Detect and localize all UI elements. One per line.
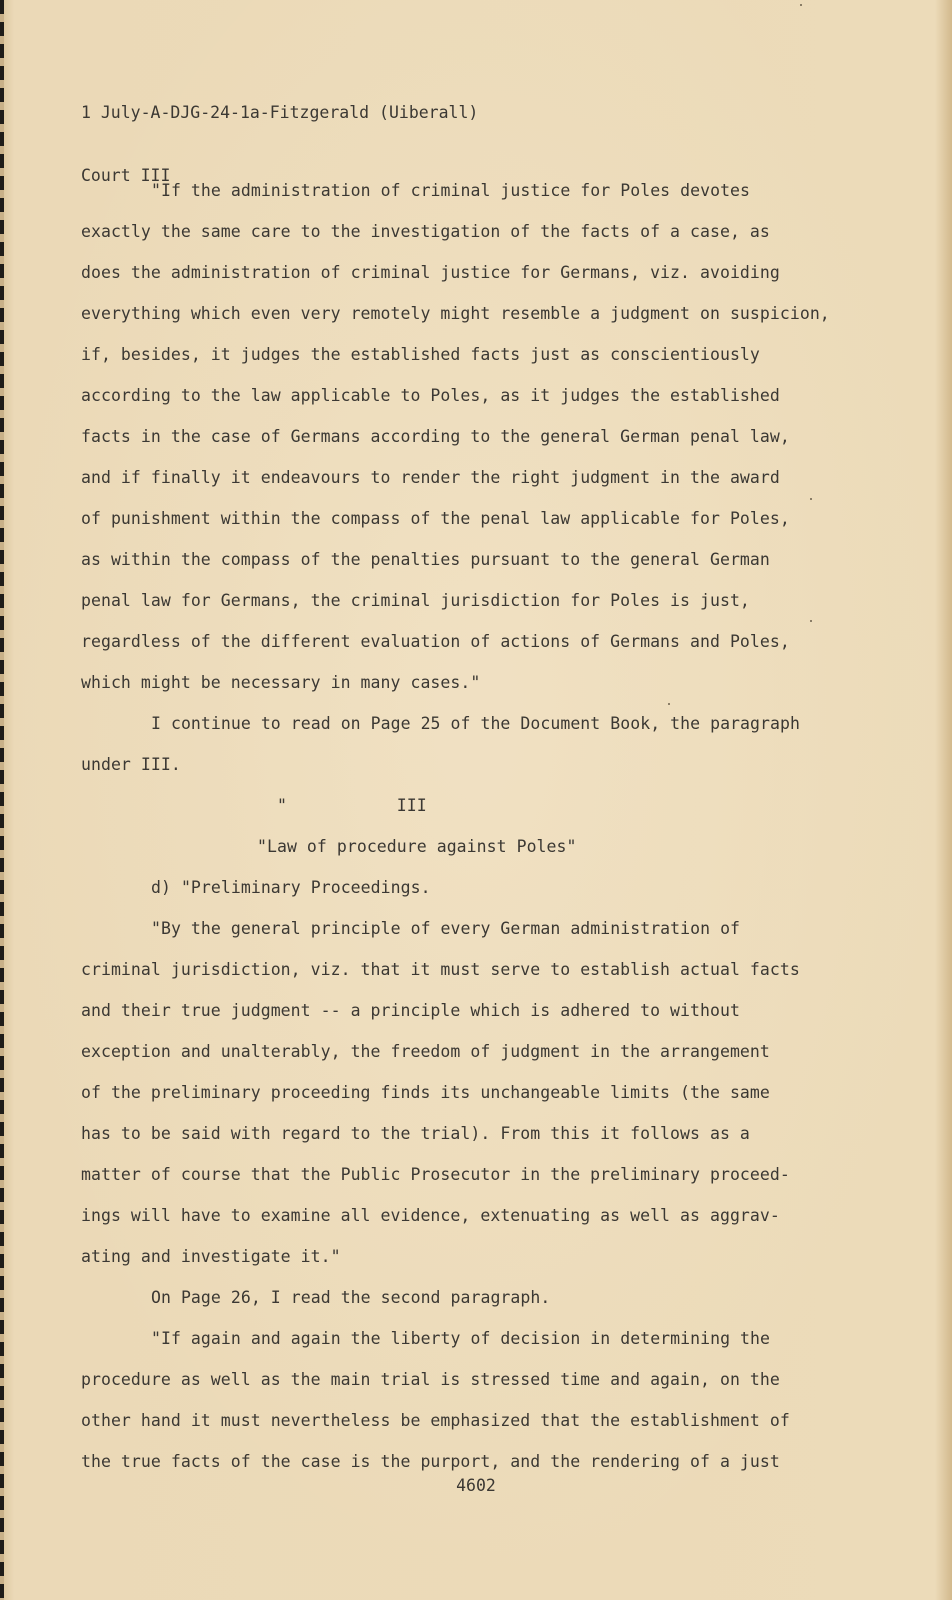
body-line: ings will have to examine all evidence, extenuating as well as aggrav- — [81, 1206, 780, 1225]
body-line: and their true judgment -- a principle which is adhered to without — [81, 1001, 740, 1020]
body-line: everything which even very remotely might resemble a judgment on suspicion, — [81, 304, 830, 323]
body-line: I continue to read on Page 25 of the Document Book, the paragraph — [151, 714, 800, 733]
body-line: matter of course that the Public Prosecutor in the preliminary proceed- — [81, 1165, 790, 1184]
body-line: according to the law applicable to Poles, as it judges the established — [81, 386, 780, 405]
body-line: On Page 26, I read the second paragraph. — [151, 1288, 551, 1307]
body-line: exactly the same care to the investigation of the facts of a case, as — [81, 222, 770, 241]
header-case-reference: 1 July-A-DJG-24-1a-Fitzgerald (Uiberall) — [81, 103, 479, 122]
body-line: other hand it must nevertheless be emphasized that the establishment of — [81, 1411, 790, 1430]
paper-speck — [668, 703, 670, 705]
paper-speck — [810, 620, 812, 622]
body-line: does the administration of criminal justice for Germans, viz. avoiding — [81, 263, 780, 282]
body-line: "If the administration of criminal justice for Poles devotes — [151, 181, 751, 200]
body-line: of the preliminary proceeding finds its unchangeable limits (the same — [81, 1083, 770, 1102]
paper-speck — [800, 4, 802, 6]
body-line: of punishment within the compass of the penal law applicable for Poles, — [81, 509, 790, 528]
body-line: if, besides, it judges the established facts just as conscientiously — [81, 345, 760, 364]
header-court: Court III — [81, 166, 171, 185]
body-line: "By the general principle of every German administration of — [151, 919, 741, 938]
body-line: the true facts of the case is the purport, and the rendering of a just — [81, 1452, 780, 1471]
body-line: which might be necessary in many cases." — [81, 673, 481, 692]
section-heading-number: " III — [277, 796, 427, 815]
body-line: penal law for Germans, the criminal jurisdiction for Poles is just, — [81, 591, 750, 610]
body-line: ating and investigate it." — [81, 1247, 341, 1266]
body-line: under III. — [81, 755, 181, 774]
paper-speck — [810, 498, 812, 500]
body-line: facts in the case of Germans according to the general German penal law, — [81, 427, 790, 446]
body-line: has to be said with regard to the trial). From this it follows as a — [81, 1124, 750, 1143]
body-line: and if finally it endeavours to render the right judgment in the award — [81, 468, 780, 487]
section-heading-title: "Law of procedure against Poles" — [257, 837, 577, 856]
page-number: 4602 — [456, 1476, 496, 1495]
document-body — [81, 181, 841, 1493]
subsection-heading: d) "Preliminary Proceedings. — [151, 878, 431, 897]
body-line: regardless of the different evaluation of actions of Germans and Poles, — [81, 632, 790, 651]
body-line: as within the compass of the penalties pursuant to the general German — [81, 550, 770, 569]
body-line: criminal jurisdiction, viz. that it must serve to establish actual facts — [81, 960, 800, 979]
body-line: exception and unalterably, the freedom of judgment in the arrangement — [81, 1042, 770, 1061]
body-line: procedure as well as the main trial is stressed time and again, on the — [81, 1370, 780, 1389]
body-line: "If again and again the liberty of decision in determining the — [151, 1329, 770, 1348]
